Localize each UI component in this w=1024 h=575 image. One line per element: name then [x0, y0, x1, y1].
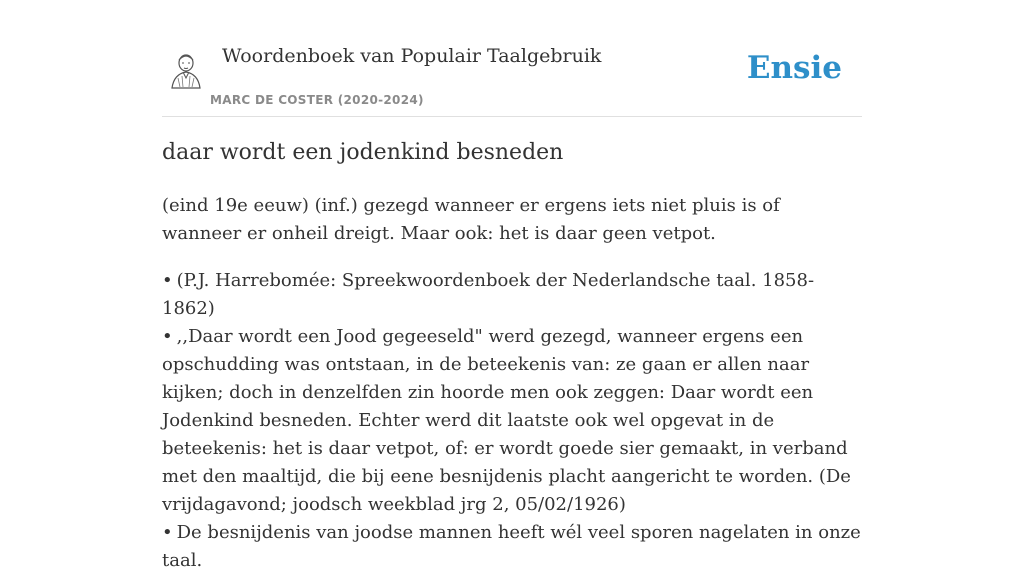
citation-text: (P.J. Harrebomée: Spreekwoordenboek der Nederlandsche taal. 1858-1862): [162, 270, 815, 319]
bullet-icon: •: [162, 326, 173, 347]
site-header: [162, 0, 862, 117]
bullet-icon: •: [162, 522, 173, 543]
ensie-logo-link[interactable]: Ensie: [746, 50, 842, 86]
bullet-icon: •: [162, 270, 173, 291]
citation-list: [162, 267, 862, 575]
citation-text: De besnijdenis van joodse mannen heeft wél veel sporen nagelaten in onze taal.: [162, 522, 861, 571]
citation-item: [162, 323, 862, 519]
citation-text: ,,Daar wordt een Jood gegeeseld" werd gezegd, wanneer ergens een opschudding was ontstaan, in de beteekenis van: ze gaan er allen naar kijken; doch in denzelfden zin hoorde men ook zeggen: Daar wordt een Jodenkind besneden. Echter werd dit laatste ook wel opgevat in de beteekenis: het is daar vetpot, of: er wordt goede sier gemaakt, in verband met den maaltijd, die bij eene besnijdenis placht aangericht te worden. (De vrijdagavond; joodsch weekblad jrg 2, 05/02/1926): [162, 326, 851, 515]
entry-definition: (eind 19e eeuw) (inf.) gezegd wanneer er ergens iets niet pluis is of wanneer er onheil dreigt. Maar ook: het is daar geen vetpot.: [162, 195, 780, 244]
site-title[interactable]: Woordenboek van Populair Taalgebruik: [222, 45, 602, 67]
author-byline[interactable]: MARC DE COSTER (2020-2024): [210, 93, 424, 107]
citation-item: [162, 519, 862, 575]
entry-title: daar wordt een jodenkind besneden: [162, 140, 564, 165]
citation-item: [162, 267, 862, 323]
page-container: [162, 0, 862, 571]
portrait-engraving-icon: [168, 50, 204, 90]
